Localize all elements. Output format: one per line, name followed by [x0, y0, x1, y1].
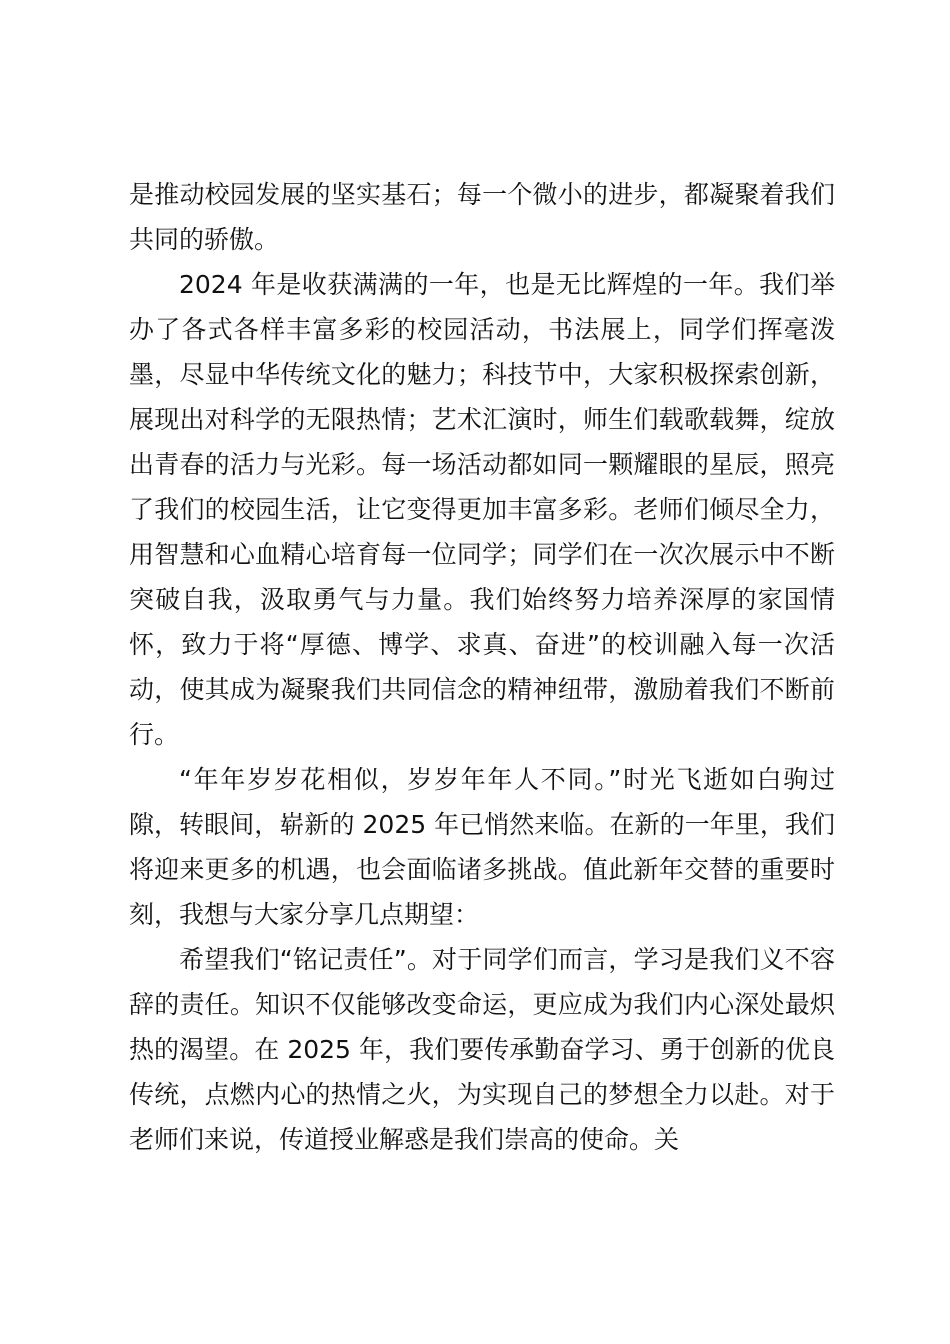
paragraph-2025-outlook: “年年岁岁花相似，岁岁年年人不同。”时光飞逝如白驹过隙，转眼间，崭新的 2025 年已悄然来临。在新的一年里，我们将迎来更多的机遇，也会面临诸多挑战。值此新年交替的重要时刻，我想与大家分享几点期望：: [129, 765, 835, 929]
paragraph-continuation: 是推动校园发展的坚实基石；每一个微小的进步，都凝聚着我们共同的骄傲。: [129, 180, 835, 254]
body-text: [129, 172, 835, 1162]
paragraph-responsibility: 希望我们“铭记责任”。对于同学们而言，学习是我们义不容辞的责任。知识不仅能够改变命运，更应成为我们内心深处最炽热的渴望。在 2025 年，我们要传承勤奋学习、勇于创新的优良传统，点燃内心的热情之火，为实现自己的梦想全力以赴。对于老师们来说，传道授业解惑是我们崇高的使命。关: [129, 945, 835, 1154]
paragraph-2024-review: 2024 年是收获满满的一年，也是无比辉煌的一年。我们举办了各式各样丰富多彩的校园活动，书法展上，同学们挥毫泼墨，尽显中华传统文化的魅力；科技节中，大家积极探索创新，展现出对科学的无限热情；艺术汇演时，师生们载歌载舞，绽放出青春的活力与光彩。每一场活动都如同一颗耀眼的星辰，照亮了我们的校园生活，让它变得更加丰富多彩。老师们倾尽全力，用智慧和心血精心培育每一位同学；同学们在一次次展示中不断突破自我，汲取勇气与力量。我们始终努力培养深厚的家国情怀，致力于将“厚德、博学、求真、奋进”的校训融入每一次活动，使其成为凝聚我们共同信念的精神纽带，激励着我们不断前行。: [129, 270, 835, 749]
